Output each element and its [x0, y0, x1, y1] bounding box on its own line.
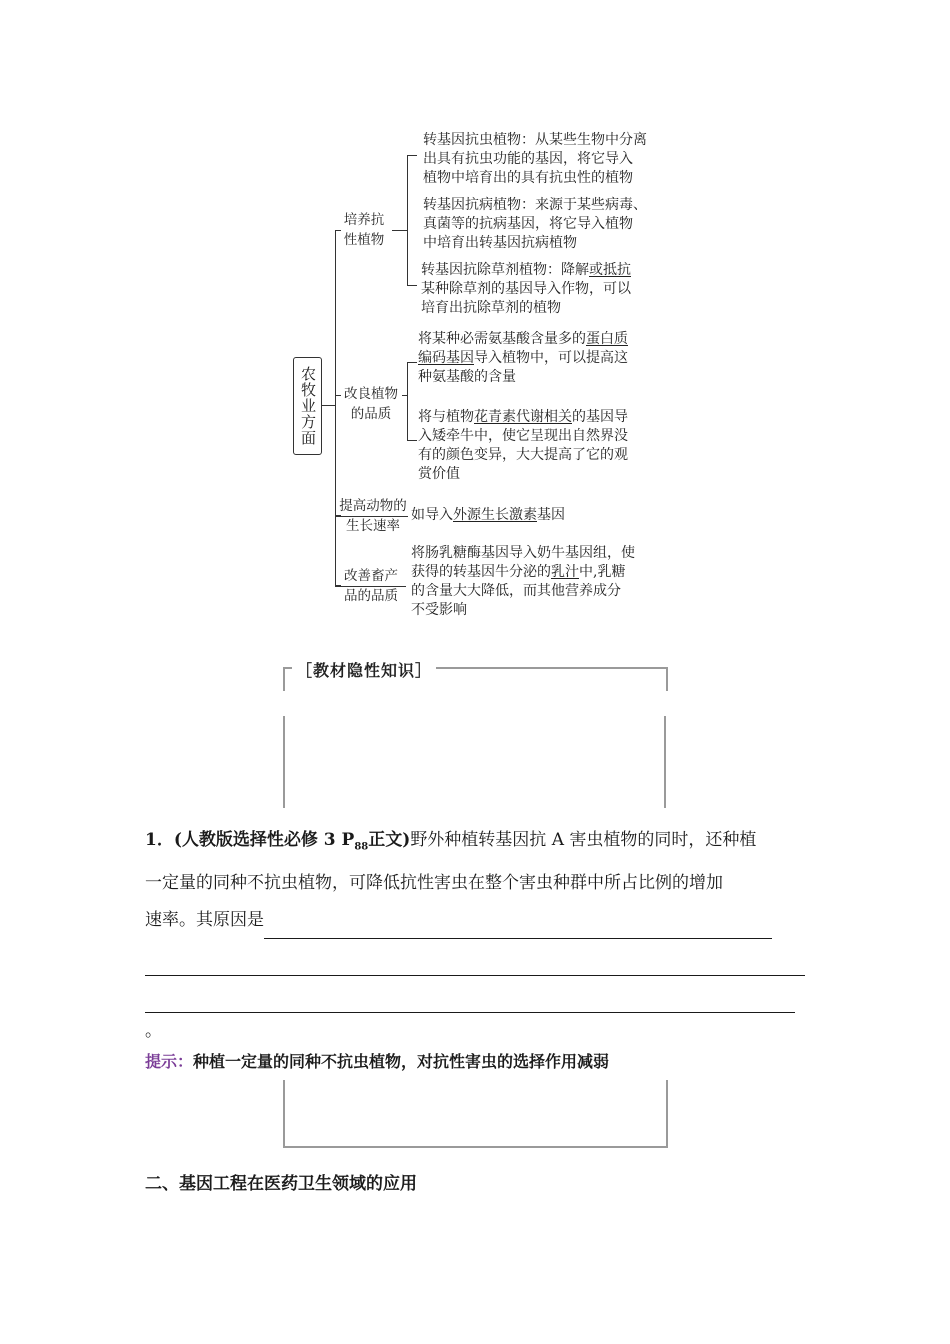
item-text: 出具有抗虫功能的基因，将它导入: [423, 151, 633, 167]
item-text: 赏价值: [418, 466, 460, 482]
text: 中,乳糖: [579, 564, 626, 580]
underlined-text: 外源生长激素: [453, 507, 537, 523]
item-text: 转基因抗虫植物：从某些生物中分离: [423, 132, 647, 148]
box-title: ［教材隐性知识］: [292, 658, 436, 681]
frame-right: [664, 716, 666, 808]
category-resistant-plants: [340, 210, 388, 250]
answer-blank[interactable]: [145, 988, 795, 1013]
question-text: 速率。其原因是: [145, 910, 264, 931]
knowledge-box-bottom: [283, 1080, 668, 1148]
item-text: 入矮牵牛中，使它呈现出自然界没: [418, 428, 628, 444]
question-line: [145, 939, 815, 976]
text: 基因: [537, 507, 565, 523]
mindmap-root: 农牧业方面: [293, 357, 322, 455]
category-label: 改善畜产: [344, 568, 398, 584]
category-label: 品的品质: [344, 588, 398, 604]
item-anthocyanin: [418, 408, 668, 484]
underlined-text: 花青素代谢相关: [474, 409, 572, 425]
item-text: 中培育出转基因抗病植物: [423, 235, 577, 251]
item-text: 种氨基酸的含量: [418, 369, 516, 385]
item-text: 的含量大大降低，而其他营养成分: [411, 583, 621, 599]
text: 转基因抗除草剂植物：降解: [421, 262, 589, 278]
item-disease-resistant: [423, 196, 683, 253]
text: 正文): [368, 830, 411, 850]
text: 导入植物中，可以提高这: [474, 350, 628, 366]
connector: [321, 405, 335, 406]
connector: [335, 516, 408, 517]
item-text: 将肠乳糖酶基因导入奶牛基因组，使: [411, 545, 635, 561]
item-growth-hormone: [411, 506, 661, 525]
connector: [407, 362, 417, 363]
page-subscript: 88: [354, 841, 369, 853]
text: 如导入: [411, 507, 453, 523]
category-label: 的品质: [350, 406, 392, 422]
hint: [145, 1049, 825, 1072]
frame-left: [283, 716, 285, 808]
item-insect-resistant: [423, 131, 673, 188]
underlined-text: 乳汁: [551, 564, 579, 580]
item-text: [421, 261, 681, 280]
hint-label: 提示：: [145, 1052, 194, 1071]
item-text: 植物中培育出的具有抗虫性的植物: [423, 170, 633, 186]
answer-blank[interactable]: [264, 914, 772, 939]
item-text: [418, 330, 668, 349]
question-line: [145, 902, 815, 939]
category-label: 生长速率: [346, 518, 400, 534]
item-text: 有的颜色变异，大大提高了它的观: [418, 447, 628, 463]
question-1: [145, 822, 815, 1050]
item-text: [411, 563, 671, 582]
item-text: 不受影响: [411, 602, 467, 618]
item-herbicide-resistant: [421, 261, 681, 318]
connector: [335, 586, 406, 587]
category-label: 培养抗: [343, 212, 385, 228]
underlined-text: 编码基因: [418, 350, 474, 366]
connector: [407, 440, 417, 441]
connector: [407, 285, 417, 286]
item-text: 真菌等的抗病基因，将它导入植物: [423, 216, 633, 232]
question-text: 野外种植转基因抗 A 害虫植物的同时，还种植: [410, 830, 757, 850]
item-lactase: [411, 544, 671, 620]
category-label: 改良植物: [344, 386, 398, 402]
underlined-text: 蛋白质: [586, 331, 628, 347]
section-title: 二、基因工程在医药卫生领域的应用: [145, 1174, 417, 1194]
question-line: [145, 976, 815, 1013]
question-line: [145, 822, 815, 865]
item-text: [418, 349, 668, 368]
text: 获得的转基因牛分泌的: [411, 564, 551, 580]
answer-blank[interactable]: [145, 951, 805, 976]
hint-text: 种植一定量的同种不抗虫植物，对抗性害虫的选择作用减弱: [193, 1052, 610, 1071]
question-end: 。: [145, 1021, 162, 1042]
category-label: 提高动物的: [339, 498, 407, 514]
category-label: 性植物: [343, 232, 385, 248]
question-source: [173, 830, 411, 853]
underlined-text: 或抵抗: [589, 262, 631, 278]
connector: [392, 230, 407, 231]
item-text: 转基因抗病植物：来源于某些病毒、: [423, 197, 647, 213]
category-improve-plant-quality: [340, 384, 402, 424]
bracket: [407, 155, 408, 285]
text: (人教版选择性必修 3 P: [173, 830, 355, 850]
text: 将某种必需氨基酸含量多的: [418, 331, 586, 347]
item-text: 某种除草剂的基因导入作物，可以: [421, 281, 631, 297]
item-amino-acid: [418, 330, 668, 387]
connector: [407, 155, 417, 156]
question-text: 一定量的同种不抗虫植物，可降低抗性害虫在整个害虫种群中所占比例的增加: [145, 873, 723, 894]
spine: [335, 230, 336, 585]
text: 将与植物: [418, 409, 474, 425]
bracket: [407, 362, 408, 441]
item-text: [418, 408, 668, 427]
text: 的基因导: [572, 409, 628, 425]
question-number: 1．: [145, 830, 174, 850]
item-text: 培育出抗除草剂的植物: [421, 300, 561, 316]
